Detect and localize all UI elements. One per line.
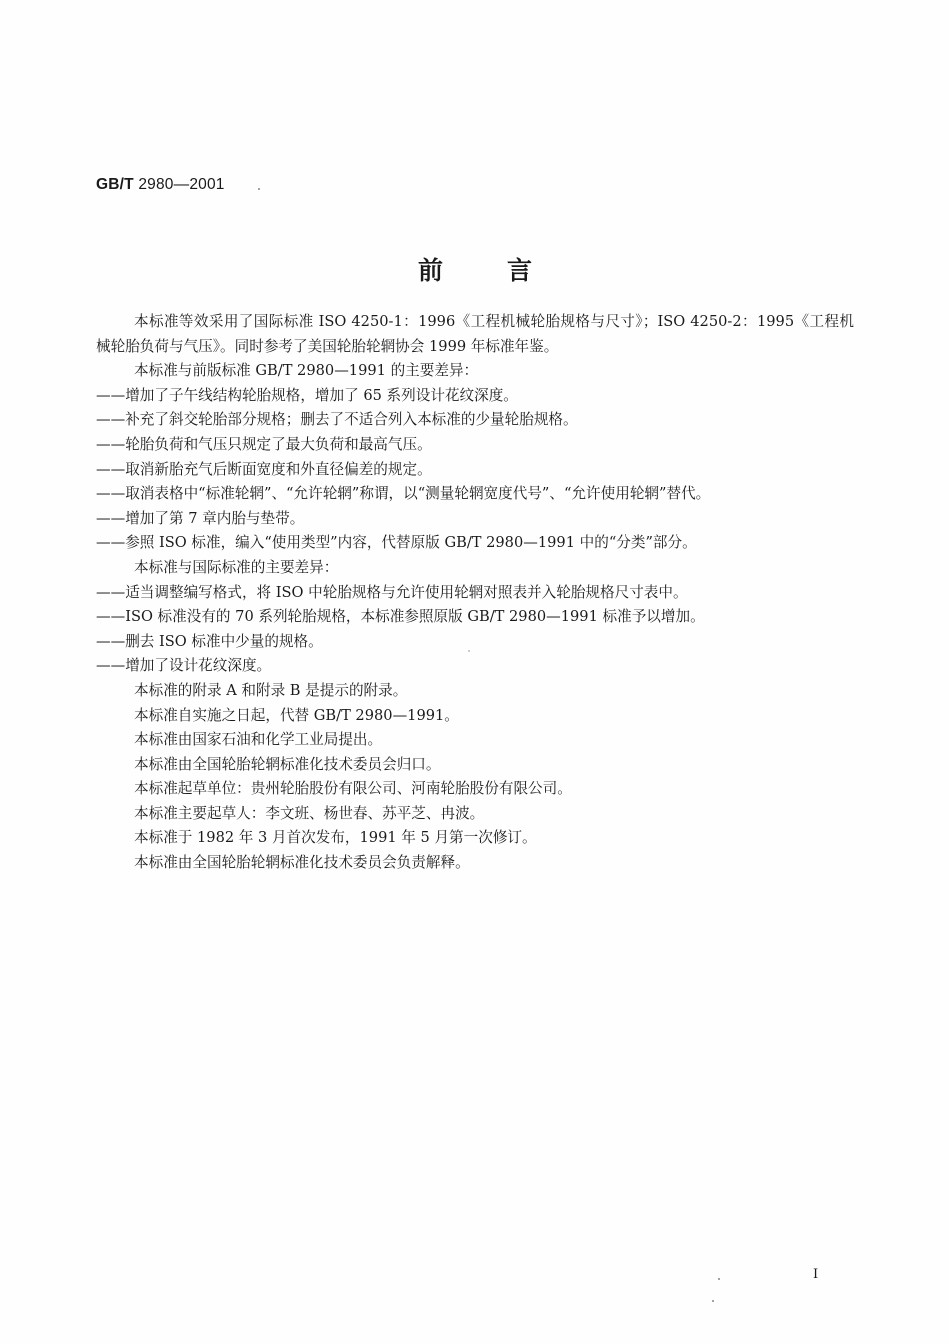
list-item: ——补充了斜交轮胎部分规格；删去了不适合列入本标准的少量轮胎规格。 [96,411,578,429]
list-item: ——取消新胎充气后断面宽度和外直径偏差的规定。 [96,460,432,478]
list-item: ——参照 ISO 标准，编入“使用类型”内容，代替原版 GB/T 2980—1991 中的“分类”部分。 [96,534,697,552]
closing-paragraph: 本标准的附录 A 和附录 B 是提示的附录。 [134,681,408,699]
list-item: ——ISO 标准没有的 70 系列轮胎规格，本标准参照原版 GB/T 2980—1991 标准予以增加。 [96,608,705,626]
scan-speck [718,1278,720,1280]
page-title: 前言 [417,256,596,285]
standard-prefix: GB/T [96,176,134,193]
document-body [96,310,854,876]
closing-paragraph: 本标准由全国轮胎轮辋标准化技术委员会负责解释。 [134,854,470,872]
paragraph-diff-previous-heading: 本标准与前版标准 GB/T 2980—1991 的主要差异： [134,362,479,380]
closing-paragraph: 本标准起草单位：贵州轮胎股份有限公司、河南轮胎股份有限公司。 [134,780,572,798]
list-item: ——增加了第 7 章内胎与垫带。 [96,509,305,527]
scan-speck [712,1300,714,1302]
list-item: ——轮胎负荷和气压只规定了最大负荷和最高气压。 [96,435,432,453]
paragraph-diff-international-heading: 本标准与国际标准的主要差异： [134,558,339,576]
scan-speck [468,650,470,652]
scan-speck [258,188,260,190]
page-number: I [813,1267,819,1282]
closing-paragraph: 本标准自实施之日起，代替 GB/T 2980—1991。 [134,706,459,724]
closing-paragraph: 本标准由全国轮胎轮辋标准化技术委员会归口。 [134,755,441,773]
list-item: ——取消表格中“标准轮辋”、“允许轮辋”称谓，以“测量轮辋宽度代号”、“允许使用轮辋”替代。 [96,485,711,503]
closing-paragraph: 本标准于 1982 年 3 月首次发布，1991 年 5 月第一次修订。 [134,829,537,847]
paragraph-adoption: 本标准等效采用了国际标准 ISO 4250-1：1996《工程机械轮胎规格与尺寸》；ISO 4250-2：1995《工程机械轮胎负荷与气压》。同时参考了美国轮胎轮辋协会 1999 年标准年鉴。 [96,313,854,355]
list-item: ——增加了子午线结构轮胎规格，增加了 65 系列设计花纹深度。 [96,386,518,404]
closing-paragraph: 本标准由国家石油和化学工业局提出。 [134,731,383,749]
list-item: ——适当调整编写格式，将 ISO 中轮胎规格与允许使用轮辋对照表并入轮胎规格尺寸表中。 [96,583,688,601]
standard-number: 2980—2001 [133,176,225,193]
list-item: ——删去 ISO 标准中少量的规格。 [96,632,323,650]
closing-paragraph: 本标准主要起草人：李文班、杨世春、苏平芝、冉波。 [134,804,485,822]
list-item: ——增加了设计花纹深度。 [96,657,272,675]
standard-code [96,176,225,194]
